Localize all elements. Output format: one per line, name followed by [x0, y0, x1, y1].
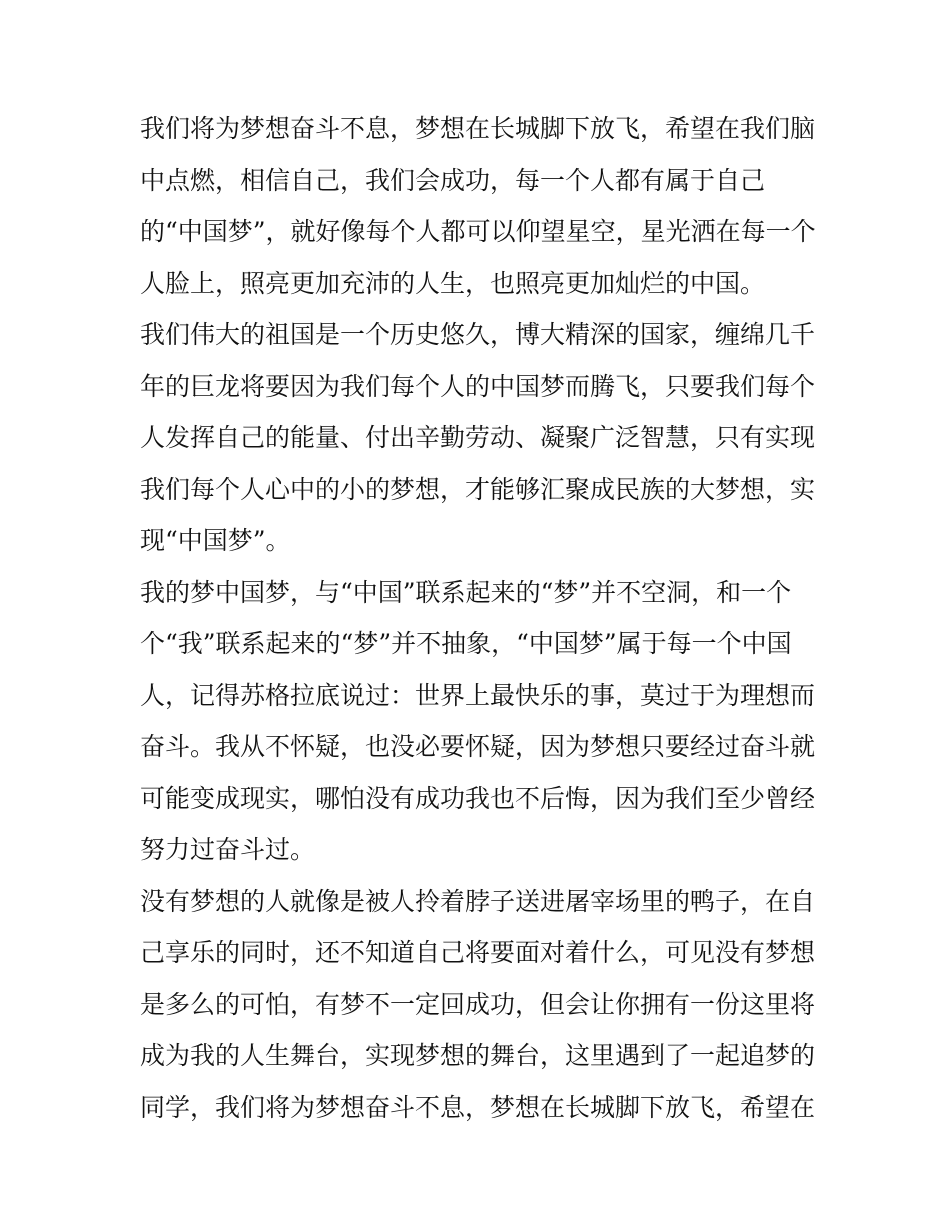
paragraph-1	[140, 107, 840, 313]
paragraph-2	[140, 313, 840, 571]
text-line: 我们每个人心中的小的梦想，才能够汇聚成民族的大梦想，实	[140, 474, 816, 504]
text-line: 我们伟大的祖国是一个历史悠久，博大精深的国家，缠绵几千	[140, 320, 816, 349]
text-line: 成为我的人生舞台，实现梦想的舞台，这里遇到了一起追梦的	[140, 1041, 816, 1070]
text-line: 我们将为梦想奋斗不息，梦想在长城脚下放飞，希望在我们脑	[140, 114, 816, 143]
text-line: 年的巨龙将要因为我们每个人的中国梦而腾飞，只要我们每个	[140, 371, 816, 401]
text-line: 个“我”联系起来的“梦”并不抽象，“中国梦”属于每一个中国	[140, 629, 792, 658]
text-line: 努力过奋斗过。	[140, 835, 316, 864]
document-body	[140, 107, 840, 1137]
paragraph-3	[140, 571, 840, 880]
text-line: 我的梦中国梦，与“中国”联系起来的“梦”并不空洞，和一个	[140, 577, 792, 607]
text-line: 现“中国梦”。	[140, 526, 291, 555]
text-line: 没有梦想的人就像是被人拎着脖子送进屠宰场里的鸭子，在自	[140, 886, 816, 916]
paragraph-4	[140, 880, 840, 1138]
text-line: 人，记得苏格拉底说过：世界上最快乐的事，莫过于为理想而	[140, 680, 816, 710]
text-line: 奋斗。我从不怀疑，也没必要怀疑，因为梦想只要经过奋斗就	[140, 732, 816, 761]
text-line: 是多么的可怕，有梦不一定回成功，但会让你拥有一份这里将	[140, 989, 816, 1019]
text-line: 人脸上，照亮更加充沛的人生，也照亮更加灿烂的中国。	[140, 268, 766, 298]
text-line: 同学，我们将为梦想奋斗不息，梦想在长城脚下放飞，希望在	[140, 1092, 816, 1122]
text-line: 的“中国梦”，就好像每个人都可以仰望星空，星光洒在每一个	[140, 217, 816, 246]
text-line: 人发挥自己的能量、付出辛勤劳动、凝聚广泛智慧，只有实现	[140, 423, 816, 452]
text-line: 中点燃，相信自己，我们会成功，每一个人都有属于自己	[140, 165, 766, 195]
text-line: 可能变成现实，哪怕没有成功我也不后悔，因为我们至少曾经	[140, 783, 816, 813]
text-line: 己享乐的同时，还不知道自己将要面对着什么，可见没有梦想	[140, 938, 816, 967]
